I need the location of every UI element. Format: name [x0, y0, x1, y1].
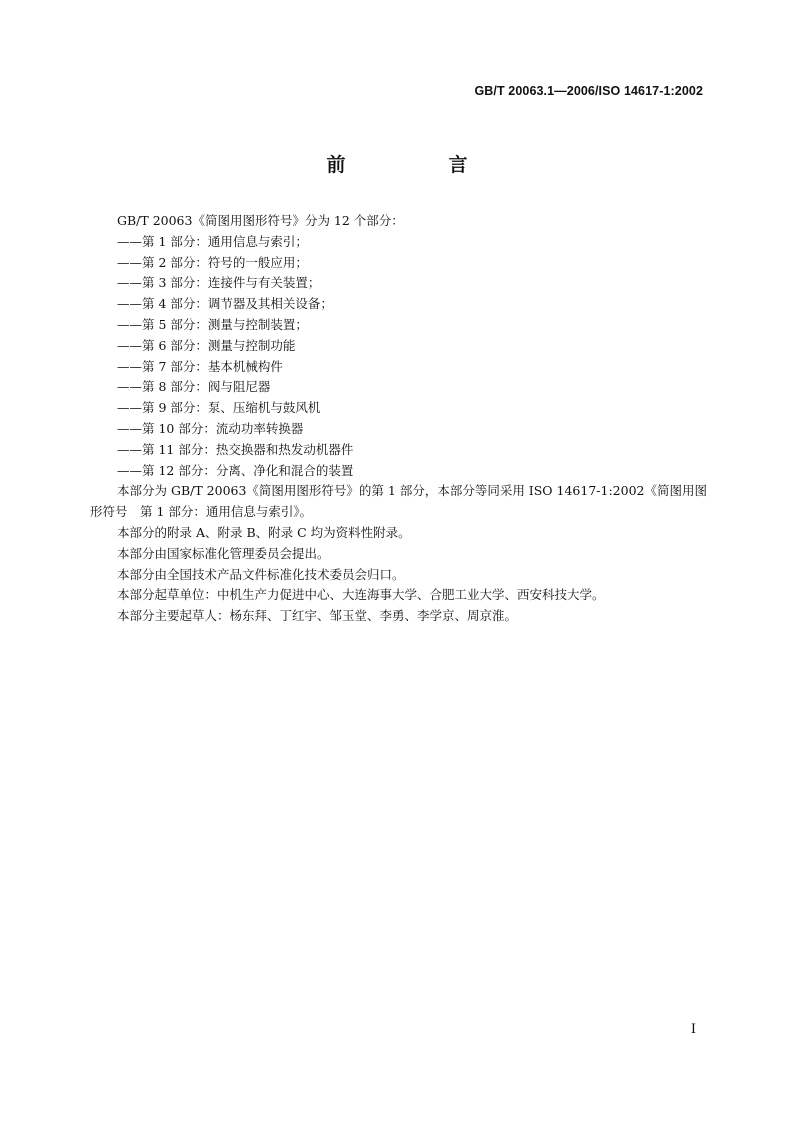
intro-line: GB/T 20063《简图用图形符号》分为 12 个部分： — [117, 213, 404, 228]
list-item: ——第 7 部分：基本机械构件 — [117, 358, 283, 374]
list-item: ——第 4 部分：调节器及其相关设备； — [117, 296, 333, 312]
list-item: ——第 2 部分：符号的一般应用； — [117, 254, 308, 270]
list-item: ——第 8 部分：阀与阻尼器 — [117, 379, 271, 395]
list-item: ——第 1 部分：通用信息与索引； — [117, 233, 308, 249]
list-item: ——第 5 部分：测量与控制装置； — [117, 316, 308, 332]
drafters-paragraph: 本部分主要起草人：杨东拜、丁红宇、邹玉堂、李勇、李学京、周京淮。 — [117, 608, 518, 624]
page-title: 前 言 — [326, 154, 510, 176]
proposed-by-paragraph: 本部分由国家标准化管理委员会提出。 — [117, 545, 330, 561]
list-item: ——第 11 部分：热交换器和热发动机器件 — [117, 441, 354, 457]
annexes-paragraph: 本部分的附录 A、附录 B、附录 C 均为资料性附录。 — [117, 524, 411, 540]
jurisdiction-paragraph: 本部分由全国技术产品文件标准化技术委员会归口。 — [117, 566, 405, 582]
drafting-units-paragraph: 本部分起草单位：中机生产力促进中心、大连海事大学、合肥工业大学、西安科技大学。 — [117, 587, 605, 603]
list-item: ——第 9 部分：泵、压缩机与鼓风机 — [117, 400, 321, 416]
list-item: ——第 10 部分：流动功率转换器 — [117, 420, 304, 436]
standard-code-header: GB/T 20063.1—2006/ISO 14617-1:2002 — [474, 84, 703, 98]
relation-paragraph: 本部分为 GB/T 20063《简图用图形符号》的第 1 部分，本部分等同采用 ISO 14617-1:2002《简图用图形符号 第 1 部分：通用信息与索引》。 — [90, 483, 707, 520]
document-body — [90, 211, 710, 627]
list-item: ——第 3 部分：连接件与有关装置； — [117, 275, 321, 291]
list-item: ——第 6 部分：测量与控制功能 — [117, 337, 296, 353]
list-item: ——第 12 部分：分离、净化和混合的装置 — [117, 462, 354, 478]
page-number: I — [690, 1022, 696, 1037]
parts-list — [90, 232, 710, 482]
